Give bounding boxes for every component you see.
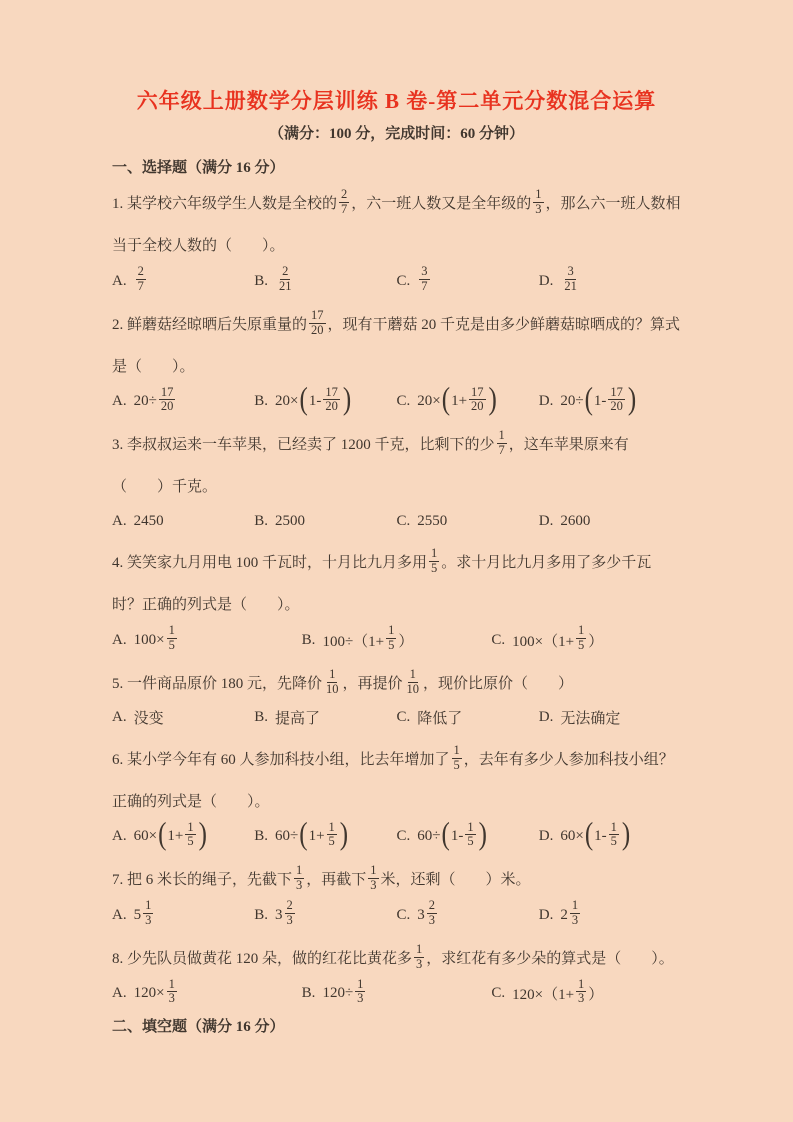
text-segment: 2550 [417,512,448,529]
question-4 [112,542,681,655]
option-C [491,976,681,1009]
option-A [112,264,254,296]
question-stem [112,663,681,705]
fraction [339,188,349,217]
fraction-denominator: 7 [341,202,348,217]
fraction-denominator: 5 [431,561,438,576]
text-segment: 没变 [133,711,164,727]
option-label: B. [301,985,316,1002]
fraction [327,821,337,850]
text-segment: 3 [417,906,425,923]
fraction-numerator: 2 [137,264,144,278]
fraction-numerator: 1 [610,819,617,834]
text-segment: 20÷ [133,393,157,410]
fraction-numerator: 1 [453,742,460,757]
option-label: D. [538,709,554,725]
text-segment: ，现价比原价（ ） [423,675,574,692]
fraction [277,265,294,294]
option-D [538,264,681,296]
option-label: B. [254,828,269,845]
option-label: D. [538,393,554,410]
question-5 [112,663,681,731]
option-A [112,898,254,930]
text-segment: 1- [593,393,607,410]
text-segment: 6. 某小学今年有 60 人参加科技小组，比去年增加了 [112,751,450,768]
text-segment: 20× [275,393,299,410]
option-label: C. [396,828,411,845]
options-row [112,705,681,731]
left-paren: ( [299,382,308,416]
fraction-numerator: 1 [578,976,585,991]
options-row [112,623,681,655]
text-segment: 4. 笑笑家九月用电 100 千瓦时，十月比九月多用 [112,555,428,571]
fraction-denominator: 21 [279,278,292,293]
fraction-numerator: 2 [428,898,436,912]
options-row [112,976,681,1009]
fraction-numerator: 2 [282,264,289,278]
fraction [609,821,619,850]
question-stem [112,739,681,823]
text-segment: 1+ [167,828,184,845]
text-segment: 120× [133,985,165,1002]
text-segment: 1. 某学校六年级学生人数是全校的 [112,196,338,212]
left-paren: ( [441,382,451,416]
option-label: B. [254,272,269,289]
fraction-numerator: 2 [341,187,348,202]
fraction [405,668,422,697]
text-segment: ，求红花有多少朵的算式是（ ）。 [426,950,674,967]
option-label: C. [396,906,411,923]
fraction-denominator: 5 [187,834,194,849]
text-segment: 降低了 [417,711,463,727]
fraction-denominator: 3 [168,991,175,1006]
left-paren: ( [584,382,593,416]
option-label: A. [112,906,127,923]
fraction-numerator: 1 [535,187,542,202]
options-row [112,817,681,852]
fraction-denominator: 20 [471,399,484,414]
text-segment: ） [588,633,604,650]
right-paren: ) [198,817,207,851]
option-label: A. [112,512,127,529]
fraction-denominator: 5 [168,637,175,652]
text-segment: ） [398,633,414,650]
option-D [538,898,681,930]
fraction [497,429,507,458]
fraction-denominator: 10 [406,681,420,696]
left-paren: ( [158,817,167,851]
option-C [396,898,539,930]
text-segment: 1- [594,828,607,845]
question-stem [112,183,681,267]
fraction-numerator: 3 [421,264,428,278]
question-8 [112,938,681,1009]
fraction-numerator: 1 [571,898,579,912]
fraction-numerator: 1 [168,976,175,991]
fraction [309,309,326,338]
left-paren: ( [584,817,594,851]
option-C [396,264,539,296]
fraction-numerator: 17 [610,384,623,399]
text-segment: ，那么六一班人数相当于全校人数的（ ）。 [112,196,681,254]
text-segment: ，再提价 [342,675,403,692]
fraction-denominator: 3 [416,956,423,971]
fraction-denominator: 21 [564,278,577,293]
text-segment: ，再截下 [306,872,367,888]
option-label: A. [112,631,127,648]
option-label: A. [112,272,127,289]
option-label: C. [396,709,411,725]
fraction-numerator: 2 [286,898,293,912]
option-C [397,513,539,530]
option-label: D. [538,272,554,289]
fraction-denominator: 5 [388,637,395,652]
text-segment: 5 [133,906,142,923]
text-segment: 1- [450,828,464,845]
fraction [285,899,295,928]
fraction-numerator: 1 [187,819,194,834]
fraction-numerator: 1 [467,819,474,834]
text-segment: 米，还剩（ ）米。 [380,872,531,888]
option-A [112,817,254,852]
fraction [386,624,396,653]
text-segment: 3 [275,906,283,923]
text-segment: ，去年有多少人参加科技小组？正确的列式是（ ）。 [112,751,674,810]
option-label: C. [396,393,411,410]
right-paren: ) [621,817,631,851]
exam-info: （满分：100 分，完成时间：60 分钟） [268,126,524,142]
text-segment: 3. 李叔叔运来一车苹果，已经卖了 1200 千克，比剩下的少 [112,437,495,453]
option-label: C. [491,985,506,1002]
text-segment: 2 [560,906,568,923]
fraction-denominator: 7 [498,443,505,458]
text-segment: 1- [308,393,322,410]
option-A [112,384,254,417]
fraction-numerator: 1 [498,428,505,443]
text-segment: 提高了 [275,711,321,727]
fraction [136,265,146,294]
fraction-denominator: 3 [296,878,303,893]
text-segment: 100× [133,631,165,648]
fraction [465,821,475,850]
option-label: D. [538,828,554,845]
fraction [324,668,341,697]
option-label: C. [396,512,411,529]
text-segment: 2600 [560,512,591,529]
left-paren: ( [441,817,450,851]
text-segment: 60× [560,828,584,845]
fraction [533,188,543,217]
text-segment: 100÷（1+ [322,633,385,650]
fraction-numerator: 17 [311,307,324,322]
fraction-denominator: 3 [578,991,585,1006]
fraction [576,978,586,1007]
fraction-numerator: 1 [431,546,438,561]
question-6 [112,739,681,852]
fraction-numerator: 17 [160,384,174,399]
fraction [419,265,429,294]
fraction-numerator: 1 [416,941,423,956]
text-segment: 20× [417,393,441,410]
question-1 [112,183,681,296]
fraction [608,386,625,415]
fraction [323,386,340,415]
fraction [562,265,579,294]
option-B [254,382,396,417]
question-stem [112,859,681,901]
text-segment: 60× [133,828,158,845]
fraction [159,386,176,415]
option-C [396,382,539,417]
option-label: B. [254,906,269,923]
option-C [491,623,681,655]
fraction-numerator: 1 [328,819,335,834]
fraction-numerator: 1 [296,863,303,878]
option-A [112,707,254,728]
options-row [112,898,681,930]
question-stem [112,424,681,508]
text-segment: ，现有干蘑菇 20 千克是由多少鲜蘑菇晾晒成的？算式是（ ）。 [112,316,681,375]
options-row [112,264,681,296]
right-paren: ) [627,382,637,416]
text-segment: ，六一班人数又是全年级的 [351,196,532,212]
option-label: A. [112,393,127,410]
text-segment: 20÷ [560,393,584,410]
fraction-numerator: 1 [329,666,336,681]
fraction-denominator: 3 [145,912,152,927]
text-segment: 8. 少先队员做黄花 120 朵，做的红花比黄花多 [112,950,413,967]
option-B [254,513,396,530]
fraction-numerator: 1 [409,666,416,681]
option-B [254,264,396,296]
fraction-denominator: 5 [328,834,335,849]
fraction [570,899,580,928]
fraction [368,864,378,893]
fraction [355,978,365,1007]
option-label: D. [538,906,554,923]
fraction-denominator: 5 [578,637,585,652]
option-A [112,513,254,530]
option-label: C. [396,272,411,289]
option-C [397,707,539,728]
fraction-denominator: 7 [137,278,144,293]
option-B [254,898,396,930]
text-segment: 60÷ [275,828,299,845]
fraction [185,821,195,850]
fraction-numerator: 17 [471,384,484,399]
fraction [167,624,177,653]
fraction-denominator: 5 [610,834,617,849]
option-label: A. [112,828,127,845]
option-label: B. [301,631,316,648]
fraction-denominator: 10 [326,681,339,696]
option-D [539,513,681,530]
fraction-denominator: 3 [428,912,436,927]
text-segment: 2500 [275,512,306,529]
option-A [112,623,302,655]
fraction-numerator: 1 [578,623,585,637]
right-paren: ) [488,382,497,416]
text-segment: 120÷ [322,985,354,1002]
option-B [301,623,492,655]
fraction-denominator: 20 [610,399,623,414]
question-stem [112,542,681,626]
text-segment: 120×（1+ [512,987,575,1004]
option-B [301,976,492,1009]
options-row [112,382,681,417]
question-list [112,157,681,1038]
fraction-denominator: 7 [421,278,428,293]
fraction [427,899,437,928]
fraction-numerator: 1 [357,976,364,991]
fraction-denominator: 3 [286,912,293,927]
question-7 [112,859,681,930]
fraction-denominator: 20 [325,399,338,414]
option-B [254,817,396,852]
option-label: B. [254,393,269,410]
fraction-denominator: 20 [311,322,324,337]
fraction [294,864,304,893]
option-B [254,707,396,728]
fraction-denominator: 20 [160,399,174,414]
right-paren: ) [342,382,352,416]
question-2 [112,304,681,417]
fraction-denominator: 3 [571,912,579,927]
section-heading: 一、选择题（满分 16 分） [112,160,285,176]
text-segment: 。求十月比九月多用了多少千瓦时？正确的列式是（ ）。 [112,555,652,613]
fraction-numerator: 1 [388,623,395,637]
text-segment: ，这车苹果原来有（ ）千克。 [112,437,629,495]
fraction [469,386,486,415]
option-D [538,382,681,417]
text-segment: 5. 一件商品原价 180 元，先降价 [112,675,323,692]
right-paren: ) [339,817,349,851]
fraction [143,899,153,928]
fraction [429,547,439,576]
fraction-denominator: 3 [535,202,542,217]
fraction [452,744,462,773]
options-row [112,508,681,534]
left-paren: ( [299,817,308,851]
option-A [112,976,302,1009]
fraction-numerator: 1 [145,898,152,912]
text-segment: 无法确定 [560,711,621,727]
question-stem [112,304,681,388]
fraction-numerator: 1 [370,863,377,878]
text-segment: 1+ [308,828,325,845]
text-segment: 1+ [451,393,468,410]
section-heading: 二、填空题（满分 16 分） [112,1019,285,1035]
fraction-denominator: 3 [370,878,377,893]
question-stem [112,938,681,980]
fraction-denominator: 5 [467,834,474,849]
fraction [414,943,424,972]
option-label: C. [491,631,506,648]
fraction [576,624,586,653]
text-segment: ） [588,987,604,1004]
option-label: A. [112,709,127,725]
fraction-numerator: 17 [325,384,338,399]
fraction-denominator: 3 [357,991,364,1006]
text-segment: 2. 鲜蘑菇经晾晒后失原重量的 [112,316,308,333]
fraction-numerator: 1 [168,623,175,637]
option-label: A. [112,985,127,1002]
text-segment: 100×（1+ [512,633,575,650]
option-D [538,817,681,852]
option-label: B. [254,512,269,529]
text-segment: 60÷ [417,828,441,845]
option-C [396,817,539,852]
fraction-denominator: 5 [453,757,460,772]
fraction [167,978,177,1007]
text-segment: 7. 把 6 米长的绳子，先截下 [112,872,293,888]
option-label: B. [254,709,269,725]
option-label: D. [538,512,554,529]
question-3 [112,424,681,534]
page-title: 六年级上册数学分层训练 B 卷-第二单元分数混合运算 [136,89,657,113]
text-segment: 2450 [133,512,164,529]
option-D [539,707,681,728]
right-paren: ) [478,817,487,851]
fraction-numerator: 3 [567,264,574,278]
